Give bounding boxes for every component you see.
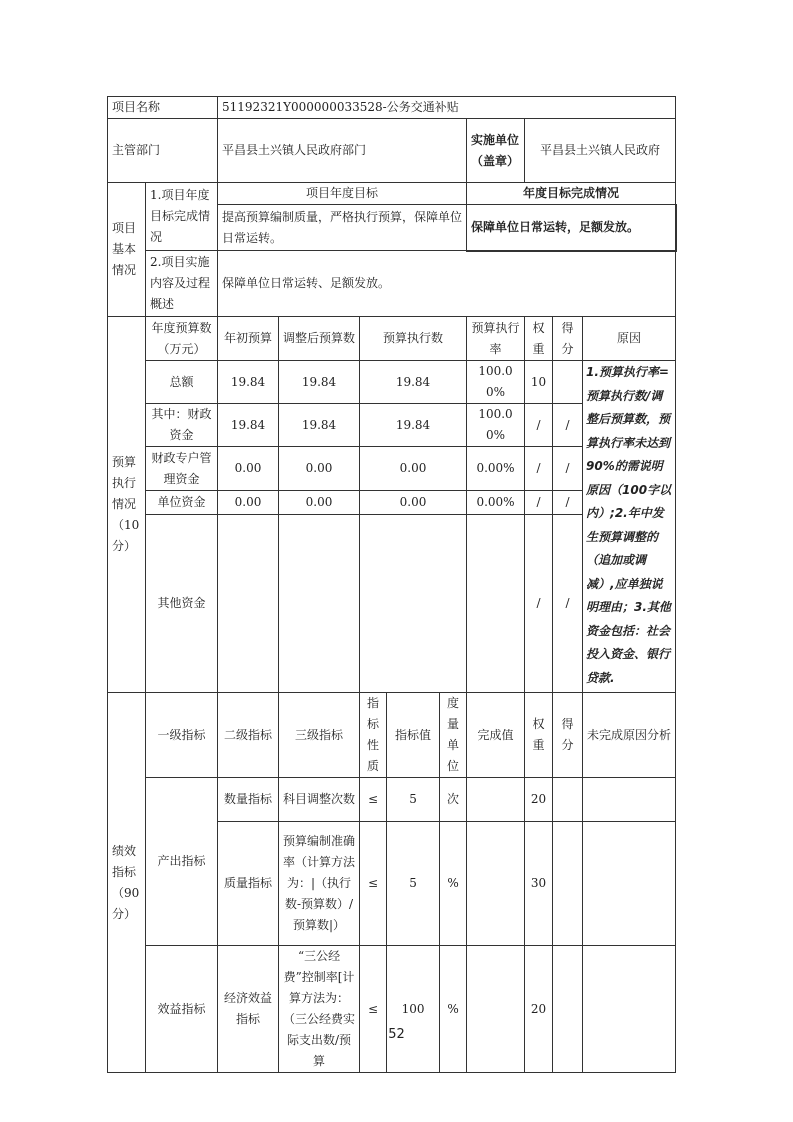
perf-section-label: 绩效指标（90分） <box>108 693 146 1073</box>
cell: 100.00% <box>467 404 525 447</box>
project-name: 51192321Y000000033528-公务交通补贴 <box>218 97 676 119</box>
cell: 0.00 <box>218 447 279 491</box>
perf-header: 完成值 <box>467 693 525 778</box>
perf-header: 指标值 <box>387 693 440 778</box>
basic-section-label: 项目基本情况 <box>108 183 146 317</box>
budget-header: 预算执行数 <box>360 317 467 361</box>
cell: 100.00% <box>467 361 525 404</box>
cell: 质量指标 <box>218 822 279 946</box>
cell: 预算编制准确率（计算方法为：|（执行数-预算数）/预算数|） <box>279 822 360 946</box>
cell: 30 <box>525 822 553 946</box>
item2-label: 2.项目实施内容及过程概述 <box>146 251 218 317</box>
cell: / <box>553 447 583 491</box>
cell: ≤ <box>360 946 387 1073</box>
item1-label: 1.项目年度目标完成情况 <box>146 183 218 251</box>
impl: 平昌县土兴镇人民政府 <box>525 119 676 183</box>
cell: / <box>525 404 553 447</box>
goal-header: 项目年度目标 <box>218 183 467 205</box>
cell <box>553 822 583 946</box>
table-row <box>108 946 676 1073</box>
cell: ≤ <box>360 822 387 946</box>
perf-header: 未完成原因分析 <box>583 693 676 778</box>
cell: 100 <box>387 946 440 1073</box>
cell: 0.00% <box>467 491 525 515</box>
cell: 科目调整次数 <box>279 778 360 822</box>
cell: 0.00 <box>279 491 360 515</box>
cell: 19.84 <box>279 361 360 404</box>
cell: 19.84 <box>279 404 360 447</box>
project-name-label: 项目名称 <box>108 97 218 119</box>
cell: 效益指标 <box>146 946 218 1073</box>
cell: 19.84 <box>360 404 467 447</box>
cell <box>553 946 583 1073</box>
cell: 0.00 <box>218 491 279 515</box>
cell: 20 <box>525 946 553 1073</box>
budget-reason: 1.预算执行率=预算执行数/调整后预算数，预算执行率未达到90%的需说明原因（100字以内）;2.年中发生预算调整的（追加或调减）,应单独说明理由；3.其他资金包括：社会投入资金、银行贷款. <box>583 361 676 693</box>
cell: 单位资金 <box>146 491 218 515</box>
cell: 财政专户管理资金 <box>146 447 218 491</box>
budget-header: 预算执行率 <box>467 317 525 361</box>
cell: 20 <box>525 778 553 822</box>
perf-header: 一级指标 <box>146 693 218 778</box>
perf-header: 指标性质 <box>360 693 387 778</box>
cell: ≤ <box>360 778 387 822</box>
perf-header: 三级指标 <box>279 693 360 778</box>
cell: 19.84 <box>218 404 279 447</box>
done-header: 年度目标完成情况 <box>467 183 676 205</box>
perf-header: 二级指标 <box>218 693 279 778</box>
cell <box>583 946 676 1073</box>
cell: 0.00 <box>360 491 467 515</box>
cell: / <box>553 515 583 693</box>
budget-header: 权重 <box>525 317 553 361</box>
cell: / <box>553 404 583 447</box>
dept: 平昌县土兴镇人民政府部门 <box>218 119 467 183</box>
cell <box>279 515 360 693</box>
table-row <box>108 778 676 822</box>
cell: 5 <box>387 822 440 946</box>
done: 保障单位日常运转，足额发放。 <box>467 205 676 251</box>
cell <box>553 361 583 404</box>
budget-header: 得分 <box>553 317 583 361</box>
cell: / <box>553 491 583 515</box>
budget-header: 年度预算数（万元） <box>146 317 218 361</box>
budget-header: 原因 <box>583 317 676 361</box>
cell: 数量指标 <box>218 778 279 822</box>
cell: % <box>440 946 467 1073</box>
cell <box>360 515 467 693</box>
cell: 经济效益指标 <box>218 946 279 1073</box>
cell <box>467 946 525 1073</box>
budget-header: 年初预算 <box>218 317 279 361</box>
cell: / <box>525 447 553 491</box>
cell <box>467 822 525 946</box>
perf-header: 权重 <box>525 693 553 778</box>
goal: 提高预算编制质量，严格执行预算，保障单位日常运转。 <box>218 205 467 251</box>
page-number: 52 <box>388 1027 405 1042</box>
cell: 0.00 <box>360 447 467 491</box>
perf-header: 得分 <box>553 693 583 778</box>
cell: % <box>440 822 467 946</box>
cell <box>467 778 525 822</box>
dept-label: 主管部门 <box>108 119 218 183</box>
cell: 19.84 <box>218 361 279 404</box>
impl-label: 实施单位（盖章） <box>467 119 525 183</box>
perf-header: 度量单位 <box>440 693 467 778</box>
item2: 保障单位日常运转、足额发放。 <box>218 251 676 317</box>
cell: 19.84 <box>360 361 467 404</box>
cell: 0.00% <box>467 447 525 491</box>
cell: 其他资金 <box>146 515 218 693</box>
performance-table <box>107 96 677 1073</box>
cell: 次 <box>440 778 467 822</box>
cell <box>467 515 525 693</box>
cell: 5 <box>387 778 440 822</box>
budget-header: 调整后预算数 <box>279 317 360 361</box>
cell: 0.00 <box>279 447 360 491</box>
table-row <box>108 361 676 404</box>
budget-section-label: 预算执行情况（10分） <box>108 317 146 693</box>
cell: / <box>525 515 553 693</box>
cell <box>583 778 676 822</box>
cell: 10 <box>525 361 553 404</box>
cell <box>553 778 583 822</box>
cell <box>218 515 279 693</box>
cell: / <box>525 491 553 515</box>
cell: 总额 <box>146 361 218 404</box>
cell: “三公经费”控制率[计算方法为：（三公经费实际支出数/预算 <box>279 946 360 1073</box>
cell: 产出指标 <box>146 778 218 946</box>
cell: 其中：财政资金 <box>146 404 218 447</box>
cell <box>583 822 676 946</box>
